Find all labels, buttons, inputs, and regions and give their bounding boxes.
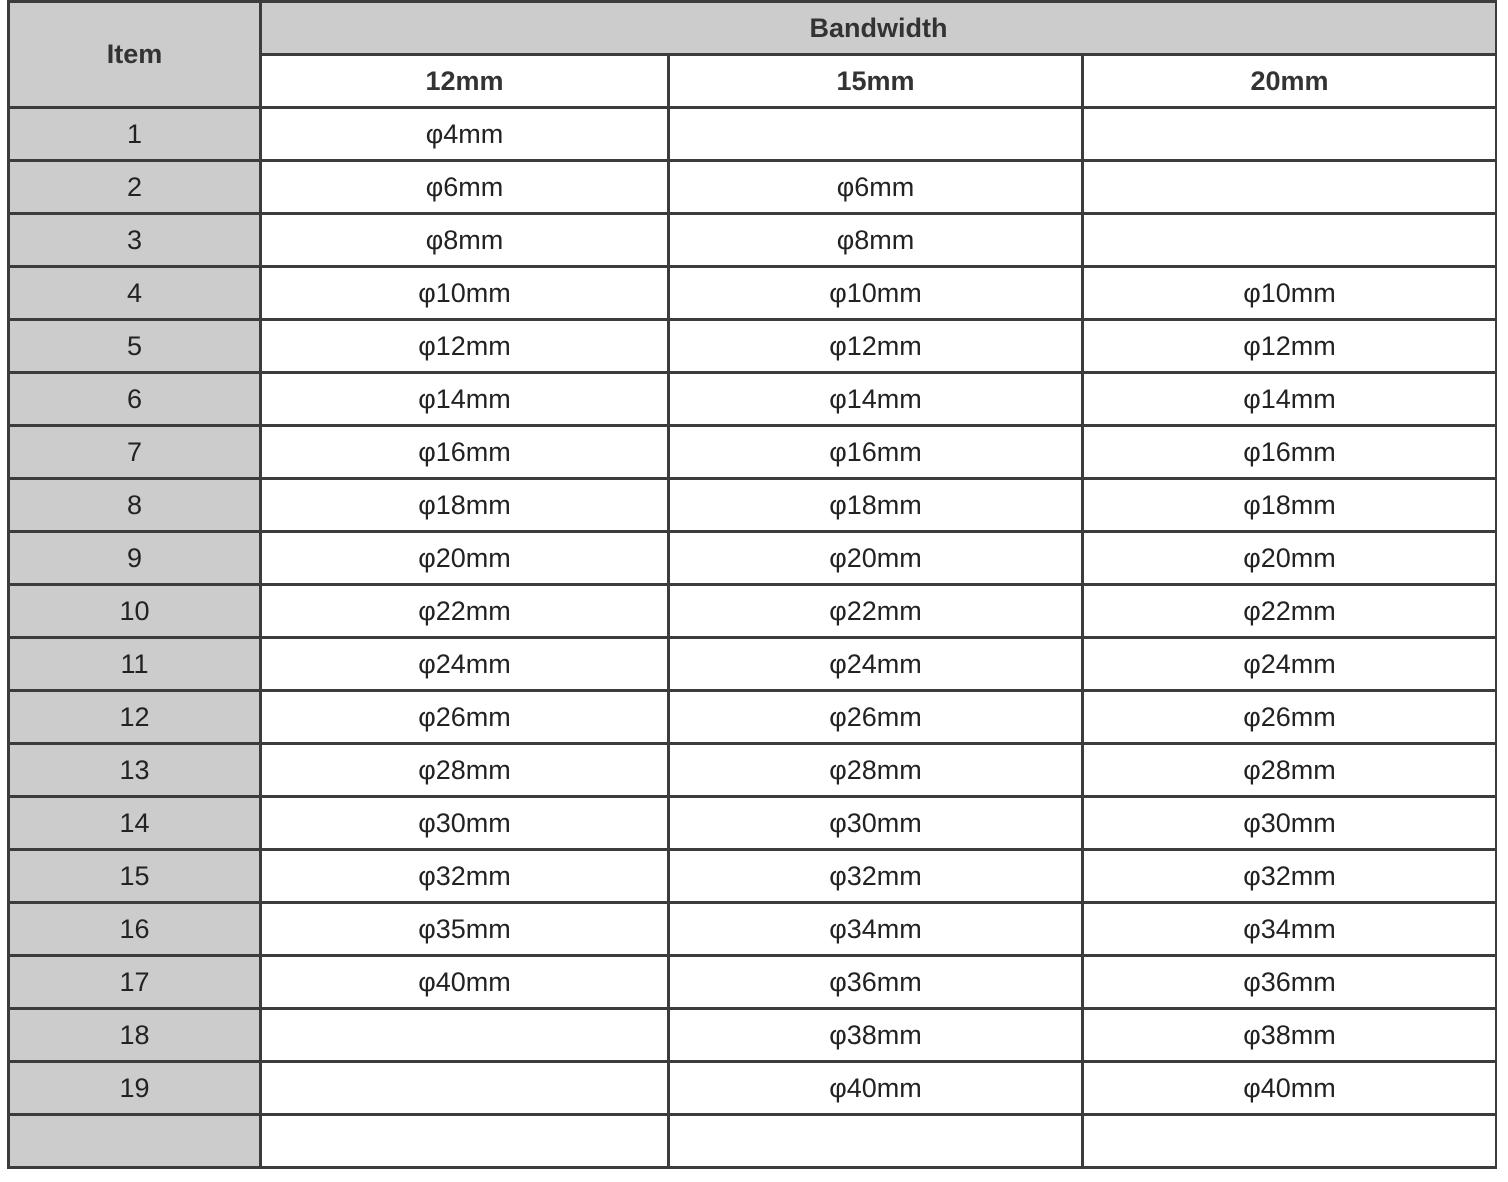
size-cell-12mm: φ35mm — [261, 903, 669, 956]
item-number-cell: 7 — [9, 426, 261, 479]
table-row — [9, 532, 1497, 585]
table-row — [9, 850, 1497, 903]
size-cell-15mm: φ10mm — [669, 267, 1083, 320]
table-body — [9, 108, 1497, 1168]
size-cell-12mm: φ22mm — [261, 585, 669, 638]
size-cell-20mm — [1083, 1115, 1497, 1168]
size-cell-20mm: φ30mm — [1083, 797, 1497, 850]
size-cell-15mm: φ28mm — [669, 744, 1083, 797]
size-cell-20mm: φ32mm — [1083, 850, 1497, 903]
size-cell-20mm — [1083, 161, 1497, 214]
size-cell-12mm: φ16mm — [261, 426, 669, 479]
table-row — [9, 585, 1497, 638]
size-cell-20mm: φ20mm — [1083, 532, 1497, 585]
table-row — [9, 1115, 1497, 1168]
size-cell-12mm: φ26mm — [261, 691, 669, 744]
size-cell-20mm: φ12mm — [1083, 320, 1497, 373]
item-number-cell: 14 — [9, 797, 261, 850]
size-cell-15mm: φ6mm — [669, 161, 1083, 214]
table-row — [9, 161, 1497, 214]
table-row — [9, 214, 1497, 267]
item-number-cell: 15 — [9, 850, 261, 903]
size-cell-12mm: φ14mm — [261, 373, 669, 426]
column-header-12mm: 12mm — [261, 55, 669, 108]
size-cell-12mm: φ40mm — [261, 956, 669, 1009]
size-cell-20mm: φ22mm — [1083, 585, 1497, 638]
size-cell-12mm: φ4mm — [261, 108, 669, 161]
table-row — [9, 320, 1497, 373]
item-number-cell: 5 — [9, 320, 261, 373]
column-header-15mm: 15mm — [669, 55, 1083, 108]
item-number-cell: 11 — [9, 638, 261, 691]
item-number-cell: 17 — [9, 956, 261, 1009]
item-number-cell — [9, 1115, 261, 1168]
size-cell-12mm — [261, 1115, 669, 1168]
size-cell-15mm: φ22mm — [669, 585, 1083, 638]
size-cell-12mm: φ12mm — [261, 320, 669, 373]
size-cell-20mm: φ26mm — [1083, 691, 1497, 744]
table-row — [9, 956, 1497, 1009]
header-row-top — [9, 2, 1497, 55]
size-cell-15mm: φ14mm — [669, 373, 1083, 426]
table-row — [9, 426, 1497, 479]
size-cell-12mm: φ24mm — [261, 638, 669, 691]
size-cell-15mm: φ30mm — [669, 797, 1083, 850]
size-cell-15mm: φ40mm — [669, 1062, 1083, 1115]
size-cell-20mm: φ36mm — [1083, 956, 1497, 1009]
bandwidth-header: Bandwidth — [261, 2, 1497, 55]
item-number-cell: 18 — [9, 1009, 261, 1062]
size-cell-20mm — [1083, 108, 1497, 161]
item-column-header: Item — [9, 2, 261, 108]
size-cell-20mm: φ40mm — [1083, 1062, 1497, 1115]
size-cell-15mm: φ20mm — [669, 532, 1083, 585]
size-cell-12mm: φ32mm — [261, 850, 669, 903]
size-cell-12mm: φ10mm — [261, 267, 669, 320]
size-cell-15mm: φ32mm — [669, 850, 1083, 903]
size-cell-15mm: φ26mm — [669, 691, 1083, 744]
column-header-20mm: 20mm — [1083, 55, 1497, 108]
size-cell-12mm: φ18mm — [261, 479, 669, 532]
item-number-cell: 8 — [9, 479, 261, 532]
size-cell-15mm — [669, 108, 1083, 161]
size-cell-20mm — [1083, 214, 1497, 267]
item-number-cell: 13 — [9, 744, 261, 797]
size-cell-20mm: φ24mm — [1083, 638, 1497, 691]
table-row — [9, 638, 1497, 691]
size-cell-12mm — [261, 1009, 669, 1062]
item-number-cell: 9 — [9, 532, 261, 585]
size-cell-20mm: φ16mm — [1083, 426, 1497, 479]
item-number-cell: 12 — [9, 691, 261, 744]
item-number-cell: 6 — [9, 373, 261, 426]
size-cell-20mm: φ10mm — [1083, 267, 1497, 320]
size-cell-15mm: φ36mm — [669, 956, 1083, 1009]
table-row — [9, 373, 1497, 426]
item-number-cell: 19 — [9, 1062, 261, 1115]
table-row — [9, 108, 1497, 161]
size-cell-15mm: φ24mm — [669, 638, 1083, 691]
size-cell-15mm: φ34mm — [669, 903, 1083, 956]
size-cell-12mm: φ8mm — [261, 214, 669, 267]
item-number-cell: 10 — [9, 585, 261, 638]
size-table-container — [7, 0, 1497, 1182]
table-row — [9, 903, 1497, 956]
table-row — [9, 1062, 1497, 1115]
size-cell-15mm: φ18mm — [669, 479, 1083, 532]
bandwidth-size-table — [7, 0, 1497, 1169]
item-number-cell: 4 — [9, 267, 261, 320]
table-row — [9, 267, 1497, 320]
size-cell-15mm — [669, 1115, 1083, 1168]
size-cell-15mm: φ12mm — [669, 320, 1083, 373]
size-cell-15mm: φ38mm — [669, 1009, 1083, 1062]
table-row — [9, 691, 1497, 744]
size-cell-12mm — [261, 1062, 669, 1115]
table-row — [9, 797, 1497, 850]
size-cell-15mm: φ8mm — [669, 214, 1083, 267]
size-cell-20mm: φ34mm — [1083, 903, 1497, 956]
table-row — [9, 1009, 1497, 1062]
size-cell-20mm: φ28mm — [1083, 744, 1497, 797]
size-cell-12mm: φ30mm — [261, 797, 669, 850]
item-number-cell: 1 — [9, 108, 261, 161]
item-number-cell: 3 — [9, 214, 261, 267]
size-cell-12mm: φ28mm — [261, 744, 669, 797]
item-number-cell: 2 — [9, 161, 261, 214]
size-cell-12mm: φ20mm — [261, 532, 669, 585]
table-row — [9, 744, 1497, 797]
size-cell-20mm: φ38mm — [1083, 1009, 1497, 1062]
size-cell-15mm: φ16mm — [669, 426, 1083, 479]
table-row — [9, 479, 1497, 532]
size-cell-20mm: φ14mm — [1083, 373, 1497, 426]
size-cell-20mm: φ18mm — [1083, 479, 1497, 532]
item-number-cell: 16 — [9, 903, 261, 956]
size-cell-12mm: φ6mm — [261, 161, 669, 214]
